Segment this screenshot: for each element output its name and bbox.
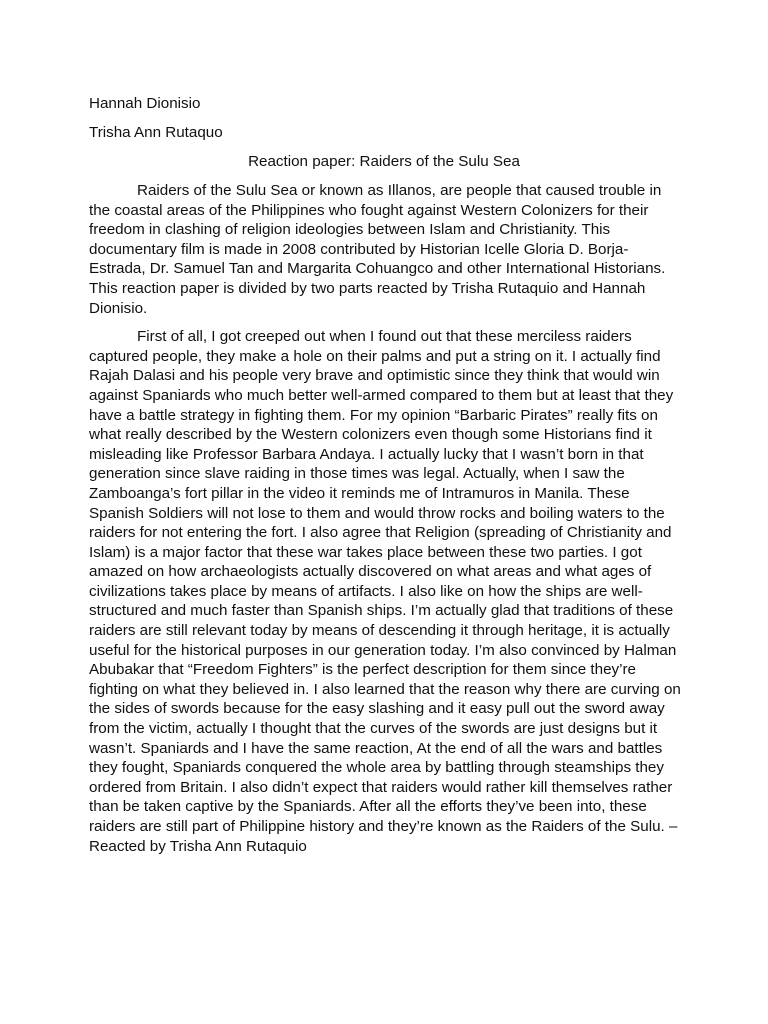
author-name: Trisha Ann Rutaquo xyxy=(89,124,223,141)
document-body xyxy=(89,181,681,865)
paragraph-introduction: Raiders of the Sulu Sea or known as Illanos, are people that caused trouble in the coastal areas of the Philippines who fought against Western Colonizers for their freedom in clashing of religion ideologies between Islam and Christianity. This documentary film is made in 2008 contributed by Historian Icelle Gloria D. Borja-Estrada, Dr. Samuel Tan and Margarita Cohuangco and other International Historians. This reaction paper is divided by two parts reacted by Trisha Rutaquio and Hannah Dionisio. xyxy=(89,182,666,317)
paragraph-reaction: First of all, I got creeped out when I found out that these merciless raiders captured people, they make a hole on their palms and put a string on it. I actually find Rajah Dalasi and his people very brave and optimistic since they think that would win against Spaniards who much better well-armed compared to them but at least that they have a battle strategy in fighting them. For my opinion “Barbaric Pirates” really fits on what really described by the Western colonizers even though some Historians find it misleading like Professor Barbara Andaya. I actually lucky that I wasn’t born in that generation since slave raiding in those times was legal. Actually, when I saw the Zamboanga’s fort pillar in the video it reminds me of Intramuros in Manila. These Spanish Soldiers will not lose to them and would throw rocks and boiling waters to the raiders for not entering the fort. I also agree that Religion (spreading of Christianity and Islam) is a major factor that these war takes place between these two parties. I got amazed on how archaeologists actually discovered on what areas and what ages of civilizations takes place by means of artifacts. I also like on how the ships are well-structured and much faster than Spanish ships. I’m actually glad that traditions of these raiders are still relevant today by means of descending it through heritage, it is actually useful for the historical purposes in our generation today. I’m also convinced by Halman Abubakar that “Freedom Fighters” is the perfect description for them since they’re fighting on what they believed in. I also learned that the reason why there are curving on the sides of swords because for the easy slashing and it easy pull out the sword away from the victim, actually I thought that the curves of the swords are just designs but it wasn’t. Spaniards and I have the same reaction, At the end of all the wars and battles they fought, Spaniards conquered the whole area by battling through steamships they ordered from Britain. I also didn’t expect that raiders would rather kill themselves rather than be taken captive by the Spaniards. After all the efforts they’ve been into, these raiders are still part of Philippine history and they’re known as the Raiders of the Sulu. – Reacted by Trisha Ann Rutaquio xyxy=(89,328,681,855)
author-name: Hannah Dionisio xyxy=(89,95,201,112)
document-title: Reaction paper: Raiders of the Sulu Sea xyxy=(248,153,520,170)
